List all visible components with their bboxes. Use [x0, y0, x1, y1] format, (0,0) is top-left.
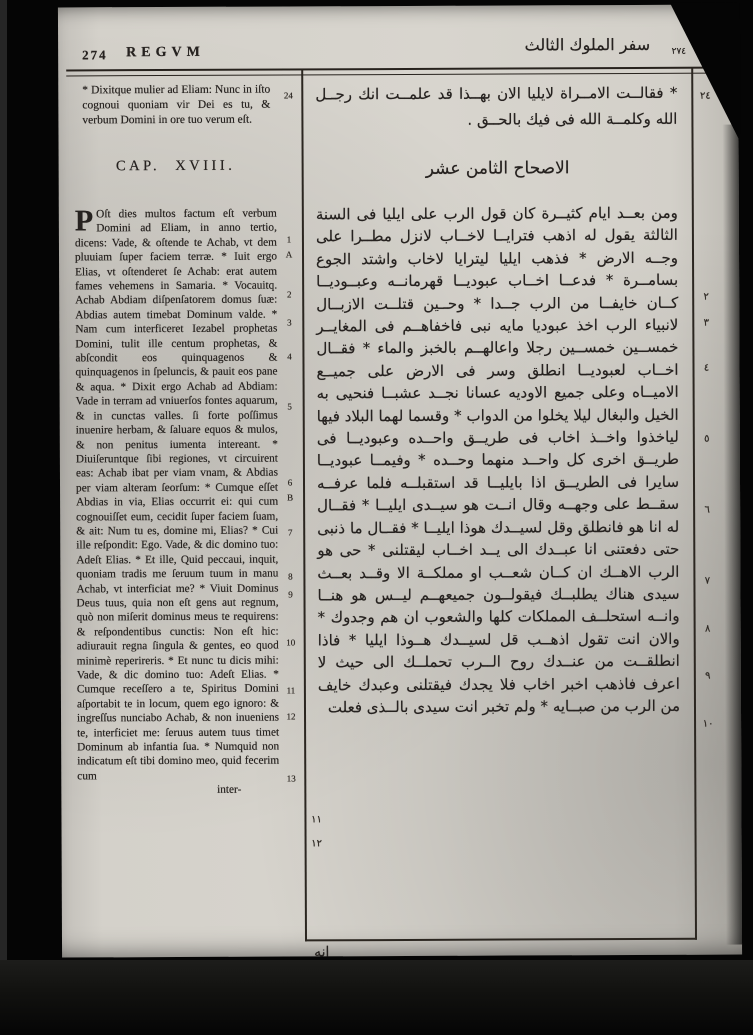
latin-chapter17-ending: * Dixitque mulier ad Eliam: Nunc in iſto cognoui quoniam vir Dei es tu, & verbum Domini in ore tuo verum eſt. [82, 83, 271, 127]
verse-number: 8 [288, 571, 293, 582]
scanner-bottom-shadow [0, 960, 753, 1035]
arabic-chapter-heading: الاصحاح الثامن عشر [425, 158, 570, 179]
latin-chapter-heading: CAP. XVIII. [115, 157, 236, 175]
page-number-arabic: ٢٧٤ [671, 46, 687, 57]
verse-number: 12 [286, 711, 296, 722]
drop-cap: P [74, 204, 94, 238]
page-right-edge-shadow [722, 125, 742, 945]
verse-number: ١١ [311, 814, 322, 826]
verse-number: ١٢ [311, 838, 322, 850]
latin-column [74, 83, 279, 797]
scanner-left-edge [0, 0, 7, 1035]
verse-number: 24 [283, 90, 293, 101]
verse-number: 6 [287, 477, 293, 488]
verse-number: ١٠ [702, 718, 714, 730]
verse-number: ٥ [704, 433, 710, 445]
verse-number: 2 [286, 289, 292, 300]
latin-verse-number-rail [276, 6, 304, 956]
book-page [58, 5, 742, 961]
arabic-catchword: انه [314, 944, 330, 961]
arabic-chapter18-text: ومن بعــد ايام كثيــرة كان قول الرب على ايليا فى السنة الثالثة يقول له اذهب فترايــا لاخــاب لانزل مطــرا على وجــه الارض * فذهب ايليا ليترايا لاخاب واشتد الجوع بسامــرة * فدعــا اخــاب عبوديــا قهرمانــه وعبــوديــا كــان خايفــا من الرب جــدا * وحــين قتلــت الازبــال لانبياء الرب اخذ عبوديا مايه نبى فاخفاهــم فى المغايــر خمســين خمســين رجلا واعالهــم بالخبز والماء * فقــال اخــاب لعبوديــا انطلق وسر فى الارض على جميــع الاميــاه وعلى جميع الاوديه عسانا نجــد عشبــا فنحيى به الخيل والبغال ليلا يخلوا من الدواب * وقسما لهما البلاد فيها لياخذوا واخــذ اخاب فى طريــق واحــده وعبوديــا فى طريــق اخرى كل واحــد منهما وحــده * وفيمــا عبوديــا سايرا فى الطريــق اذا بايليــا قد استقبلــه فلما عرفــه سقــط على وجهــه وقال انــت هو سيــدى ايليــا * فقــال له انا هو فانطلق وقل لسيــدك هوذا ايليــا * فقــال ما ذنبى حتى دفعتنى انا عبــدك الى يــد اخــاب ليقتلنى * حى هو الرب الاهــك ان كــان شعــب او مملكــة الا وقــد بعــث سيدى هناك يطلبــك فيقولــون جميعهــم ليــس هو هنــا وانــه استحلــف المملكات كلها والشعوب ان هم وجدوك * والان انت تقول اذهــب قل لسيــدك هــوذا ايليا * فاذا انطلقــت من عنــدك روح الــرب تحملــك الى حيث لا اعرف فاذهب اخبر اخاب فلا يجدك فيقتلنى وعبدك خايف من الرب من صبــايه * ولم تخبر انت سيدى بالــذى فعلت [315, 203, 681, 717]
running-title-arabic: سفر الملوك الثالث [524, 34, 651, 55]
arabic-chapter17-ending: * فقالــت الامــراة لايليا الان بهــذا قد علمــت انك رجــل الله وكلمــة الله فى فيك بالحــق . [315, 83, 678, 129]
verse-number: 11 [286, 685, 296, 696]
verse-number: 10 [286, 637, 296, 648]
verse-number: 1 [286, 234, 292, 245]
verse-number: ٨ [704, 623, 711, 635]
verse-number: ٤ [703, 362, 710, 374]
arabic-column-box [301, 68, 697, 942]
verse-number: 13 [286, 773, 296, 784]
latin-body-text: Oſt dies multos factum eſt verbum Domini ad Eliam, in anno tertio, dicens: Vade, & oſtende te Achab, vt dem pluuiam ſuper faciem terræ. * Iuit ergo Elias, vt oſtenderet ſe Achab: erat autem fames vehemens in Samaria. * Vocauitq. Achab Abdiam diſpenſatorem domus ſuæ: Abdias autem timebat Dominum valde. * Nam cum interficeret Iezabel prophetas Domini, tulit ille centum prophetas, & abſcondit eos quinquagenos & quinquagenos in ſpeluncis, & pauit eos pane & aqua. * Dixit ergo Achab ad Abdiam: Vade in terram ad vniuerſos fontes aquarum, & in cunctas valles. ſi forte poſſimus inuenire herbam, & ſaluare equos & mulos, & non penitus iumenta intereant. * Diuiſeruntque ſibi regiones, vt circuirent eas: Achab ibat per viam vnam, & Abdias per viam alteram ſeorſum: * Cumque eſſet Abdias in via, Elias occurrit ei: qui cum cognouiſſet eum, cecidit ſuper faciem ſuam, & ait: Num tu es, domine mi, Elias? * Cui ille reſpondit: Ego. Vade, & dic domino tuo: Adeſt Elias. * Et ille, Quid peccaui, inquit, quoniam tradis me ſeruum tuum in manu Achab, vt interficiat me? * Viuit Dominus Deus tuus, quia non eſt gens aut regnum, quò non miſerit dominus meus te requirens: & reſpondentibus cunctis: Non eſt hic: adiurauit regna ſingula & gentes, eo quod minimè reperireris. * Et nunc tu dicis mihi: Vade, & dic domino tuo: Adeſt Elias. * Cumque receſſero a te, Spiritus Domini aſportabit te in locum, quem ego ignoro: & ingreſſus nunciabo Achab, & non inueniens te, interficiet me: ſeruus autem tuus timet Dominum ab infantia ſua. * Numquid non indicatum eſt tibi domino meo, quid fecerim cum [74, 207, 280, 783]
verse-number: A [285, 249, 293, 260]
verse-number: ٩ [705, 670, 711, 682]
verse-number: 4 [287, 351, 292, 362]
latin-catchword: inter- [217, 783, 242, 797]
verse-number: ٣ [703, 317, 710, 329]
verse-number: ٦ [704, 504, 710, 516]
verse-number: B [287, 492, 294, 503]
verse-number: 9 [288, 589, 293, 600]
verse-number: ٧ [704, 575, 711, 587]
verse-number: ٢٤ [699, 90, 711, 102]
verse-number: 5 [287, 401, 292, 412]
running-title-latin: REGVM [126, 44, 205, 61]
arabic-verse-number-rail-right [695, 5, 719, 955]
verse-number: 7 [287, 527, 293, 538]
verse-number: ٢ [703, 291, 709, 303]
page-number-latin: 274 [82, 47, 108, 63]
latin-chapter18-text [74, 204, 280, 784]
verse-number: 3 [287, 317, 292, 328]
